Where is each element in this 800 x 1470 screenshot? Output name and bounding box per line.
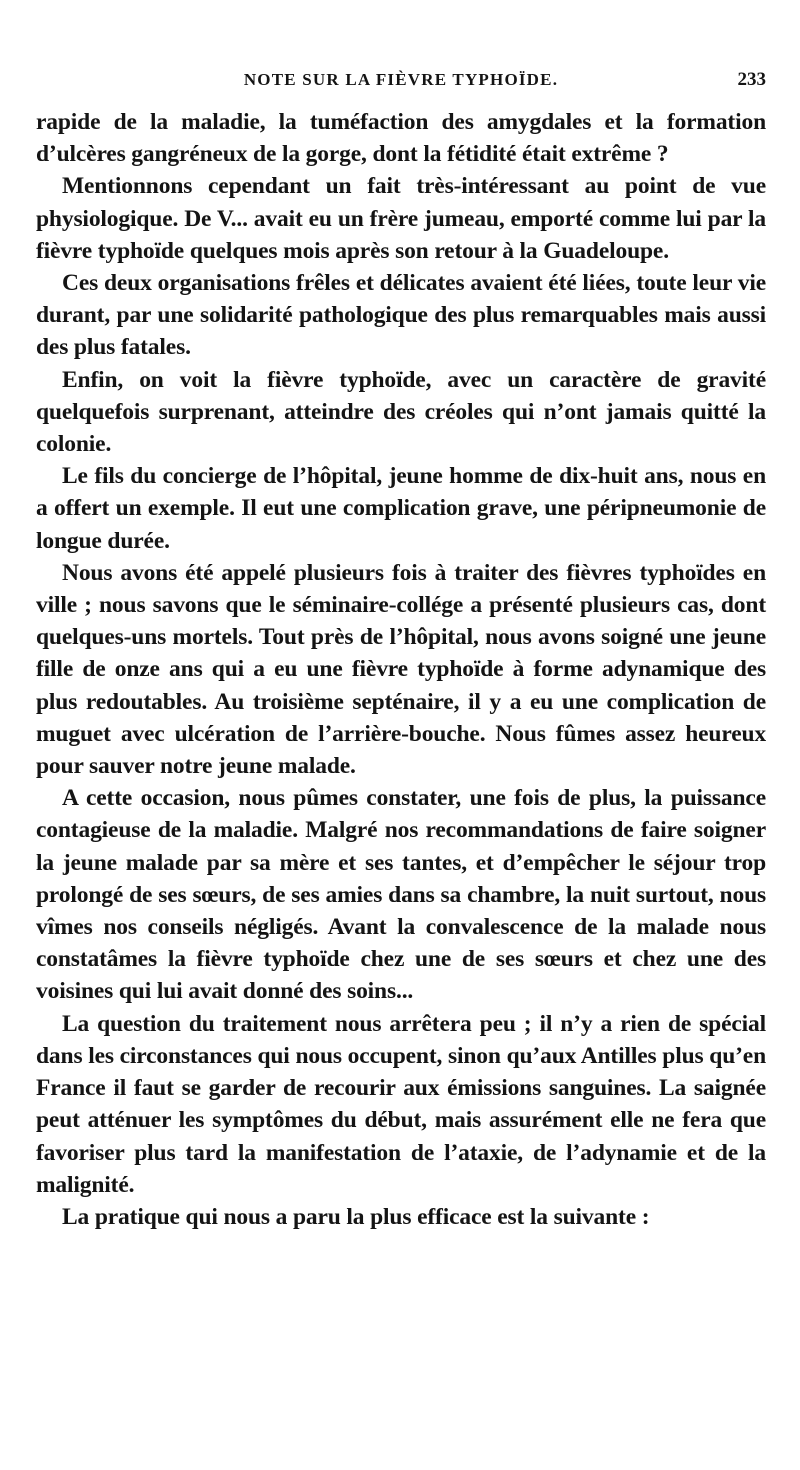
paragraph: Ces deux organisations frêles et délicates avaient été liées, toute leur vie durant, par une solidarité pathologique des plus remarquables mais aussi des plus fatales. — [36, 270, 766, 361]
paragraph-continuation: rapide de la maladie, la tuméfaction des amygdales et la formation d’ulcères gangréneux de la gorge, dont la fétidité était extrême ? — [36, 109, 766, 168]
paragraph: Enfin, on voit la fièvre typhoïde, avec un caractère de gravité quelquefois surprenant, atteindre des créoles qui n’ont jamais quitté la colonie. — [36, 366, 766, 458]
body-text — [36, 106, 766, 1233]
paragraph: Nous avons été appelé plusieurs fois à traiter des fièvres typhoïdes en ville ; nous savons que le séminaire-collége a présenté plusieurs cas, dont quelques-uns mortels. Tout près de l’hôpital, nous avons soigné une jeune fille de onze ans qui a eu une fièvre typhoïde à forme adynamique des plus redoutables. Au troisième septénaire, il y a eu une complication de muguet avec ulcération de l’arrière-bouche. Nous fûmes assez heureux pour sauver notre jeune malade. — [36, 559, 766, 780]
running-title: NOTE SUR LA FIÈVRE TYPHOÏDE. — [243, 70, 559, 89]
page-number: 233 — [737, 69, 766, 90]
running-head — [36, 66, 766, 96]
paragraph: Mentionnons cependant un fait très-intéressant au point de vue physiologique. De V... avait eu un frère jumeau, emporté comme lui par la fièvre typhoïde quelques mois après son retour à la Guadeloupe. — [36, 173, 766, 264]
paragraph: La question du traitement nous arrêtera peu ; il n’y a rien de spécial dans les circonstances qui nous occupent, sinon qu’aux Antilles plus qu’en France il faut se garder de recourir aux émissions sanguines. La saignée peut atténuer les symptômes du début, mais assurément elle ne fera que favoriser plus tard la manifestation de l’ataxie, de l’adynamie et de la malignité. — [36, 1010, 766, 1198]
paragraph: La pratique qui nous a paru la plus efficace est la suivante : — [62, 1203, 650, 1230]
paragraph: Le fils du concierge de l’hôpital, jeune homme de dix-huit ans, nous en a offert un exemple. Il eut une complication grave, une péripneumonie de longue durée. — [36, 463, 766, 554]
paragraph: A cette occasion, nous pûmes constater, une fois de plus, la puissance contagieuse de la maladie. Malgré nos recommandations de faire soigner la jeune malade par sa mère et ses tantes, et d’empêcher le séjour trop prolongé de ses sœurs, de ses amies dans sa chambre, la nuit surtout, nous vîmes nos conseils négligés. Avant la convalescence de la malade nous constatâmes la fièvre typhoïde chez une de ses sœurs et chez une des voisines qui lui avait donné des soins... — [36, 785, 766, 1005]
